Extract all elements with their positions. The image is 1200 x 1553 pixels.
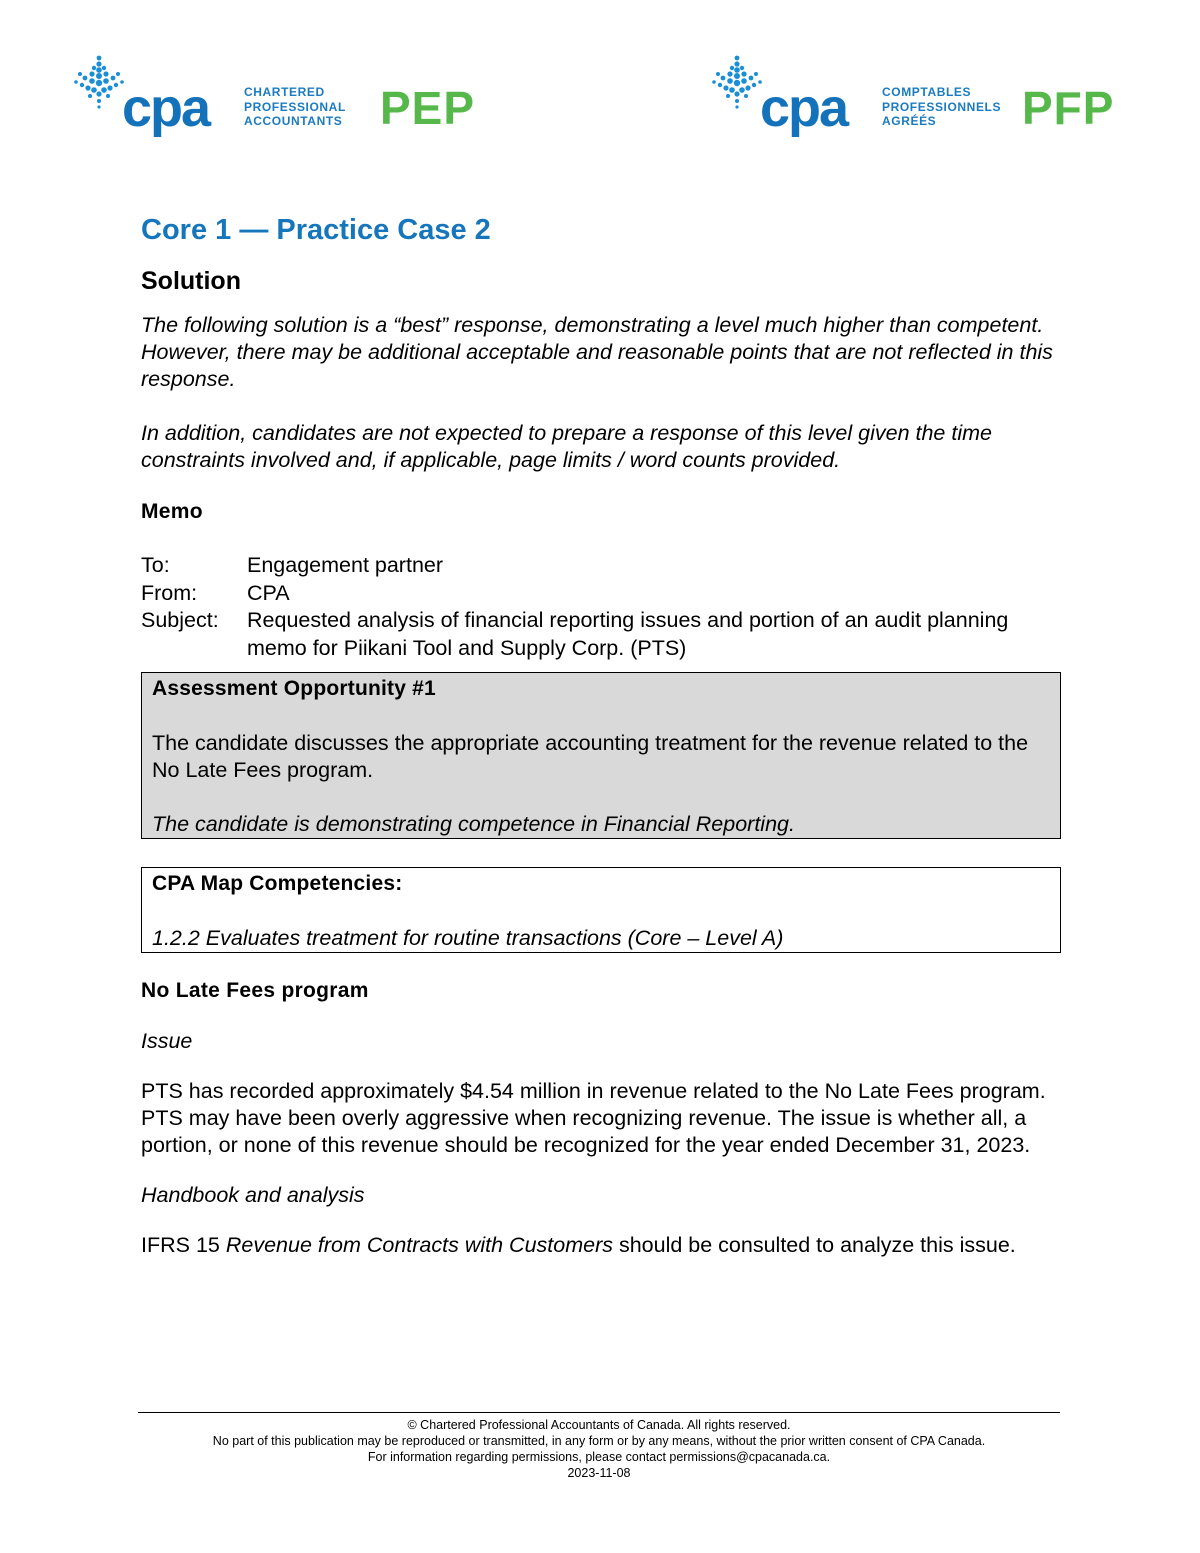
issue-text: PTS has recorded approximately $4.54 million in revenue related to the No Late Fees program. PTS may have been overly aggressive when recognizing revenue. The issue is whether all, a portion, or none of this revenue should be recognized for the year ended December 31, 2023. xyxy=(141,1079,1046,1157)
memo-header xyxy=(141,552,1061,662)
issue-label: Issue xyxy=(141,1029,193,1053)
competency-item: 1.2.2 Evaluates treatment for routine transactions (Core – Level A) xyxy=(152,926,784,950)
handbook-text: IFRS 15 Revenue from Contracts with Customers should be consulted to analyze this issue. xyxy=(141,1233,1016,1257)
assessment-note: The candidate is demonstrating competence in Financial Reporting. xyxy=(152,812,795,836)
logo-tagline: COMPTABLES PROFESSIONNELS AGRÉÉS xyxy=(882,85,1002,128)
competencies-box xyxy=(141,867,1061,953)
program-label: PEP xyxy=(380,82,476,134)
program-label: PFP xyxy=(1022,82,1115,134)
handbook-label: Handbook and analysis xyxy=(141,1183,365,1207)
assessment-title: Assessment Opportunity #1 xyxy=(152,677,436,700)
page-title: Core 1 — Practice Case 2 xyxy=(141,214,491,246)
footer-permissions: For information regarding permissions, please contact permissions@cpacanada.ca. xyxy=(367,1450,831,1464)
memo-row-from: From: CPA xyxy=(141,580,290,605)
assessment-body: The candidate discusses the appropriate accounting treatment for the revenue related to the No Late Fees program. xyxy=(152,731,1029,782)
cpa-wordmark: cpa xyxy=(760,78,848,138)
intro-paragraph-2: In addition, candidates are not expected to prepare a response of this level given the time constraints involved and, if applicable, page limits / word counts provided. xyxy=(141,421,992,472)
competencies-title: CPA Map Competencies: xyxy=(152,872,403,895)
logo-tagline: CHARTERED PROFESSIONAL ACCOUNTANTS xyxy=(244,85,346,128)
page-footer xyxy=(138,1412,1060,1481)
footer-copyright: © Chartered Professional Accountants of Canada. All rights reserved. xyxy=(407,1418,791,1432)
memo-row-subject: Subject: Requested analysis of financial reporting issues and portion of an audit planning memo for Piikani Tool and Supply Corp. (PTS) xyxy=(141,608,1009,660)
footer-notice: No part of this publication may be reproduced or transmitted, in any form or by any means, without the prior written consent of CPA Canada. xyxy=(212,1434,986,1448)
cpa-wordmark: cpa xyxy=(122,78,210,138)
logo-cpa-pfp xyxy=(710,52,1130,142)
intro-paragraph-1: The following solution is a “best” response, demonstrating a level much higher than competent. However, there may be additional acceptable and reasonable points that are not reflected in this response. xyxy=(141,313,1053,391)
memo-row-to: To: Engagement partner xyxy=(141,553,444,577)
solution-heading: Solution xyxy=(141,267,241,295)
section-heading: No Late Fees program xyxy=(141,979,369,1002)
document-body xyxy=(141,210,1061,1259)
standard-name: Revenue from Contracts with Customers xyxy=(225,1233,613,1257)
footer-date: 2023-11-08 xyxy=(567,1466,631,1480)
maple-leaf-dots-icon xyxy=(710,52,764,116)
maple-leaf-dots-icon xyxy=(72,52,126,116)
assessment-opportunity-box xyxy=(141,672,1061,839)
memo-heading: Memo xyxy=(141,500,203,523)
logo-cpa-pep xyxy=(72,52,492,142)
